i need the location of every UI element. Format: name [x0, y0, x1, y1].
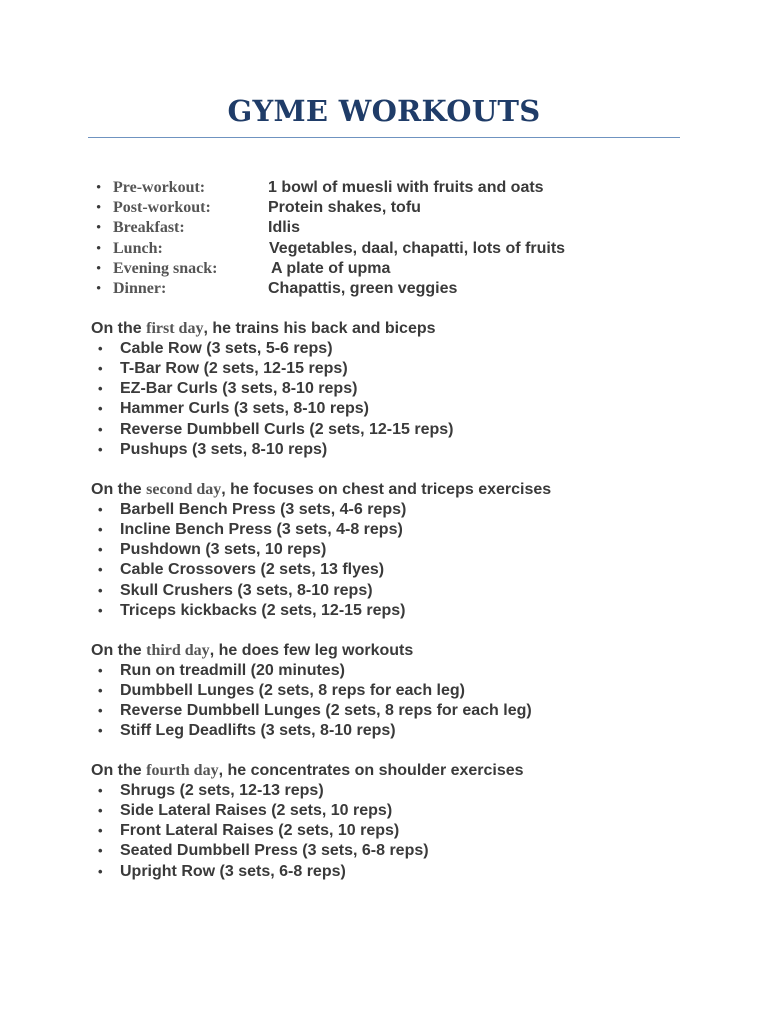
bullet-icon: • — [98, 783, 103, 799]
intro-prefix: On the — [91, 320, 147, 337]
list-item — [91, 781, 524, 801]
exercise-text: Reverse Dumbbell Curls (2 sets, 12-15 reps) — [120, 420, 454, 438]
exercise-text: Cable Crossovers (2 sets, 13 flyes) — [120, 561, 385, 579]
exercise-text: Skull Crushers (3 sets, 8-10 reps) — [120, 581, 373, 599]
list-item — [91, 560, 551, 580]
intro-prefix: On the — [91, 481, 147, 498]
bullet-icon: • — [98, 381, 103, 397]
bullet-icon: • — [98, 723, 103, 739]
bullet-icon: • — [96, 260, 102, 277]
exercise-text: Run on treadmill (20 minutes) — [120, 662, 345, 680]
exercise-text: Incline Bench Press (3 sets, 4-8 reps) — [120, 521, 403, 539]
bullet-icon: • — [98, 542, 103, 558]
list-item — [91, 681, 465, 701]
day-intro — [91, 761, 524, 781]
exercise-text: Cable Row (3 sets, 5-6 reps) — [120, 340, 333, 358]
intro-prefix: On the — [91, 762, 147, 779]
intro-prefix: On the — [91, 642, 147, 659]
day-section-third — [91, 641, 532, 742]
list-item — [91, 821, 524, 841]
day-name: second day — [146, 481, 222, 498]
diet-value: 1 bowl of muesli with fruits and oats — [268, 179, 544, 196]
bullet-icon: • — [98, 421, 103, 437]
day-section-second — [91, 480, 551, 621]
exercise-text: Reverse Dumbbell Lunges (2 sets, 8 reps for each leg) — [120, 702, 532, 720]
list-item — [91, 399, 436, 419]
diet-label: Breakfast: — [113, 219, 185, 237]
list-item — [91, 440, 436, 460]
list-item — [91, 841, 524, 861]
list-item — [91, 862, 524, 882]
bullet-icon: • — [98, 562, 103, 578]
day-section-first — [91, 319, 454, 460]
exercise-text: T-Bar Row (2 sets, 12-15 reps) — [120, 360, 348, 378]
exercise-list — [91, 781, 524, 881]
diet-label: Evening snack: — [113, 259, 218, 277]
diet-value: Protein shakes, tofu — [268, 199, 421, 217]
bullet-icon: • — [98, 502, 103, 518]
bullet-icon: • — [98, 401, 103, 417]
page-title: GYME WORKOUTS — [227, 94, 541, 128]
day-section-fourth — [91, 761, 524, 882]
day-name: third day — [146, 642, 210, 659]
bullet-icon: • — [98, 703, 103, 719]
list-item — [91, 339, 436, 359]
exercise-text: Dumbbell Lunges (2 sets, 8 reps for each leg) — [120, 682, 465, 700]
bullet-icon: • — [96, 200, 102, 217]
diet-label: Pre-workout: — [113, 179, 206, 196]
exercise-text: Upright Row (3 sets, 6-8 reps) — [120, 862, 346, 880]
list-item — [91, 520, 551, 540]
day-name: fourth day — [146, 762, 219, 779]
exercise-text: Seated Dumbbell Press (3 sets, 6-8 reps) — [120, 842, 429, 860]
exercise-text: Side Lateral Raises (2 sets, 10 reps) — [120, 802, 393, 820]
bullet-icon: • — [96, 280, 102, 297]
bullet-icon: • — [98, 803, 103, 819]
day-name: first day — [146, 320, 204, 337]
day-intro — [91, 480, 551, 500]
diet-value: Chapattis, green veggies — [268, 279, 458, 297]
title-divider — [88, 137, 680, 138]
list-item — [91, 420, 454, 440]
exercise-text: EZ-Bar Curls (3 sets, 8-10 reps) — [120, 380, 358, 398]
exercise-text: Hammer Curls (3 sets, 8-10 reps) — [120, 400, 369, 418]
exercise-text: Triceps kickbacks (2 sets, 12-15 reps) — [120, 601, 406, 619]
exercise-list — [91, 500, 551, 621]
list-item — [91, 359, 436, 379]
list-item — [91, 500, 551, 520]
exercise-text: Front Lateral Raises (2 sets, 10 reps) — [120, 822, 400, 840]
diet-value: Idlis — [268, 219, 301, 237]
bullet-icon: • — [98, 522, 103, 538]
diet-label: Lunch: — [113, 239, 163, 257]
bullet-icon: • — [96, 180, 102, 196]
bullet-icon: • — [98, 361, 103, 377]
diet-label: Post-workout: — [113, 199, 211, 217]
bullet-icon: • — [98, 582, 103, 598]
diet-value: A plate of upma — [271, 259, 391, 277]
exercise-text: Stiff Leg Deadlifts (3 sets, 8-10 reps) — [120, 722, 396, 740]
bullet-icon: • — [98, 683, 103, 699]
bullet-icon: • — [98, 843, 103, 859]
exercise-text: Barbell Bench Press (3 sets, 4-6 reps) — [120, 501, 407, 519]
bullet-icon: • — [98, 602, 103, 618]
intro-suffix: , he focuses on chest and triceps exercises — [221, 481, 552, 498]
exercise-list — [91, 339, 454, 460]
bullet-icon: • — [98, 441, 103, 457]
list-item — [91, 379, 436, 399]
intro-suffix: , he trains his back and biceps — [203, 320, 436, 337]
intro-suffix: , he concentrates on shoulder exercises — [218, 762, 524, 779]
exercise-text: Pushdown (3 sets, 10 reps) — [120, 541, 327, 559]
exercise-list — [91, 661, 532, 741]
bullet-icon: • — [98, 341, 103, 357]
list-item — [91, 581, 551, 601]
bullet-icon: • — [98, 823, 103, 839]
list-item — [91, 661, 413, 681]
diet-value: Vegetables, daal, chapatti, lots of fruits — [269, 239, 566, 257]
exercise-text: Pushups (3 sets, 8-10 reps) — [120, 440, 328, 458]
intro-suffix: , he does few leg workouts — [209, 642, 414, 659]
bullet-icon: • — [96, 240, 102, 257]
list-item — [91, 601, 551, 621]
day-intro — [91, 641, 413, 661]
list-item — [91, 540, 551, 560]
day-intro — [91, 319, 436, 339]
list-item — [91, 801, 524, 821]
diet-label: Dinner: — [113, 279, 167, 297]
bullet-icon: • — [96, 220, 102, 237]
exercise-text: Shrugs (2 sets, 12-13 reps) — [120, 782, 324, 800]
bullet-icon: • — [98, 663, 103, 679]
list-item — [91, 701, 532, 721]
list-item — [91, 721, 413, 741]
bullet-icon: • — [98, 863, 103, 879]
